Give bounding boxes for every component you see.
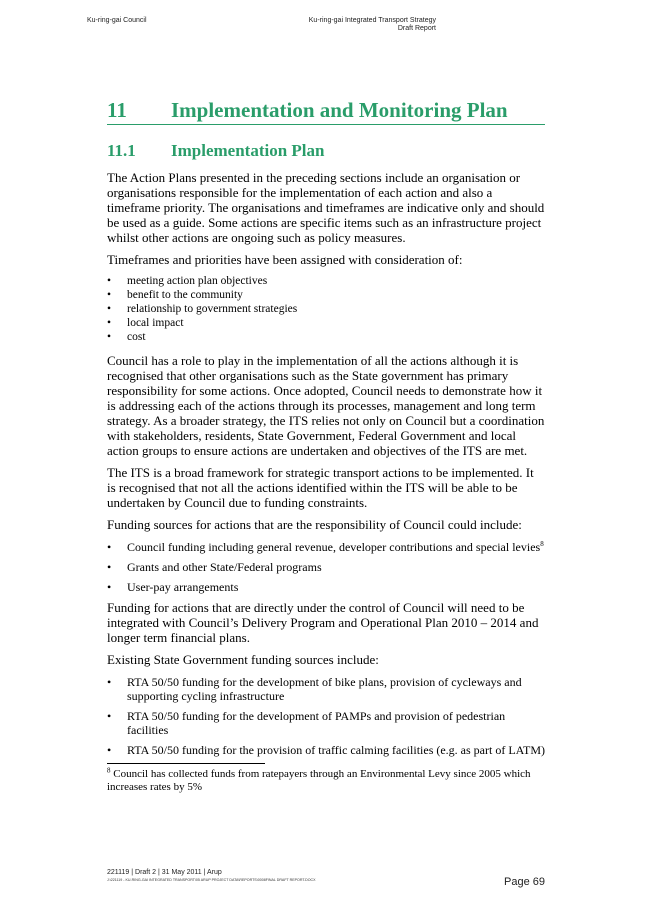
list-item: • benefit to the community: [107, 288, 545, 302]
footnote-reference[interactable]: 8: [540, 540, 544, 548]
page-body: [107, 98, 545, 794]
paragraph-action-plans: The Action Plans presented in the preceding sections include an organisation or organisations responsible for the implementation of each action and also a timeframe priority. The organisations and timeframes are indicative only and should be used as a guide. Some actions are specific items such as an infrastructure project whilst other actions are ongoing such as policy measures.: [107, 170, 545, 245]
list-item: • RTA 50/50 funding for the development of PAMPs and provision of pedestrian facilities: [107, 709, 545, 737]
list-item: • meeting action plan objectives: [107, 274, 545, 288]
considerations-list: [107, 274, 545, 344]
paragraph-state-funding: Existing State Government funding sources include:: [107, 652, 379, 667]
list-item: • Grants and other State/Federal programs: [107, 560, 545, 574]
chapter-number: 11: [107, 98, 127, 122]
list-item: • Council funding including general revenue, developer contributions and special levies$^8$: [107, 540, 545, 554]
running-header-left: Ku-ring-gai Council: [87, 17, 147, 24]
state-funding-list: [107, 675, 545, 757]
running-header-right: [309, 17, 436, 33]
footnote-marker: 8: [107, 766, 111, 775]
header-report-title: Ku-ring-gai Integrated Transport Strategy: [308, 17, 436, 24]
chapter-heading: [107, 98, 545, 125]
section-number: 11.1: [107, 141, 136, 160]
paragraph-its-framework: The ITS is a broad framework for strategic transport actions to be implemented. It is recognised that not all the actions identified within the ITS will be able to be undertaken by Council due to funding constraints.: [107, 465, 534, 510]
page-footer: [107, 868, 545, 888]
section-heading: [107, 141, 545, 161]
header-report-status: Draft Report: [397, 25, 436, 32]
list-item: • local impact: [107, 316, 545, 330]
footer-document-info: 221119 | Draft 2 | 31 May 2011 | Arup: [107, 869, 222, 876]
paragraph-delivery-program: Funding for actions that are directly under the control of Council will need to be integrated with Council’s Delivery Program and Operational Plan 2010 – 2014 and longer term financial plans.: [107, 600, 539, 645]
footnote-text: Council has collected funds from ratepayers through an Environmental Levy since 2005 which increases rates by 5%: [107, 768, 531, 793]
paragraph-timeframes: Timeframes and priorities have been assigned with consideration of:: [107, 252, 463, 267]
chapter-title: Implementation and Monitoring Plan: [171, 98, 508, 122]
list-item: • cost: [107, 330, 545, 344]
footnote: [107, 768, 545, 794]
footer-file-path: J:\221119 - KU-RING-GAI INTEGRATED TRANSPORT\05 ARUP PROJECT DATA\REPORTS\0008FINAL DRAFT REPORT.DOCX: [107, 878, 316, 882]
section-title: Implementation Plan: [171, 141, 325, 160]
paragraph-council-role: Council has a role to play in the implementation of all the actions although it is recognised that other organisations such as the State government has primary responsibility for some actions. Once adopted, Council needs to demonstrate how it is addressing each of the actions through its processes, management and long term strategy. As a broader strategy, the ITS relies not only on Council but a coordination with stakeholders, residents, State Government, Federal Government and local action groups to ensure actions are undertaken and objectives of the ITS are met.: [107, 353, 545, 458]
list-item: • relationship to government strategies: [107, 302, 545, 316]
footnote-separator: [107, 763, 265, 764]
page-number: Page 69: [504, 876, 545, 888]
council-funding-list: [107, 540, 545, 594]
list-item: • RTA 50/50 funding for the development of bike plans, provision of cycleways and supporting cycling infrastructure: [107, 675, 545, 703]
paragraph-funding-sources: Funding sources for actions that are the responsibility of Council could include:: [107, 517, 522, 532]
list-item: • RTA 50/50 funding for the provision of traffic calming facilities (e.g. as part of LATM): [107, 743, 545, 757]
list-item: • User-pay arrangements: [107, 580, 545, 594]
